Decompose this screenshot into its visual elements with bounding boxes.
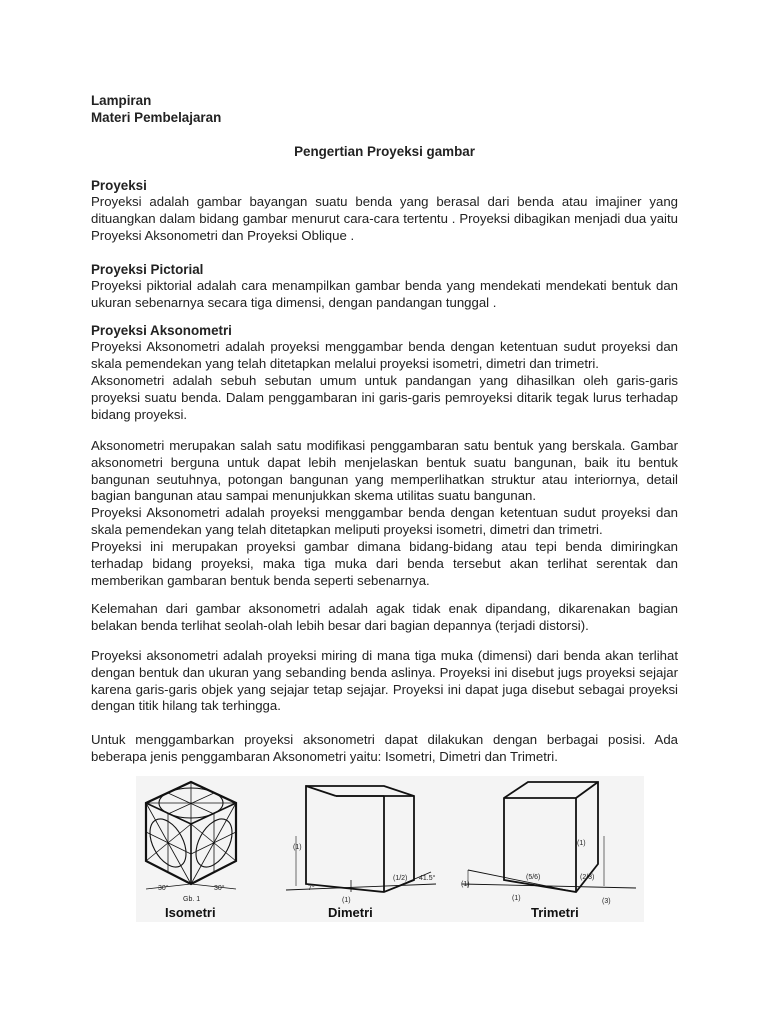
dim-angle-right: 41.5° [419,875,436,882]
paragraph-pictorial: Proyeksi piktorial adalah cara menampilkan gambar benda yang mendekati mendekati bentuk dan ukuran sebenarnya secara tiga dimensi, dengan pandangan tunggal . [91,278,678,310]
tri-label-1: (1) [577,840,586,847]
paragraph-aksonometri-4: Proyeksi Aksonometri adalah proyeksi menggambar benda dengan ketentuan sudut proyeksi dan skala pemendekan yang telah ditetapkan meliputi proyeksi isometri, dimetri dan trimetri. [91,505,678,537]
paragraph-proyeksi: Proyeksi adalah gambar bayangan suatu benda yang berasal dari benda atau imajiner yang dituangkan dalam bidang gambar menurut cara-cara tertentu . Proyeksi dibagikan menjadi dua yaitu Proyeksi Aksonometri dan Proyeksi Oblique . [91,194,678,243]
projection-figure [136,776,644,922]
page-title: Pengertian Proyeksi gambar [294,144,475,159]
paragraph-aksonometri-1: Proyeksi Aksonometri adalah proyeksi menggambar benda dengan ketentuan sudut proyeksi dan skala pemendekan yang telah ditetapkan melalui proyeksi isometri, dimetri dan trimetri. [91,339,678,371]
tri-left-frac: (5/6) [526,874,541,881]
section-heading-proyeksi: Proyeksi [91,178,147,193]
caption-isometri: Isometri [165,905,216,920]
paragraph-aksonometri-8: Untuk menggambarkan proyeksi aksonometri dapat dilakukan dengan berbagai posisi. Ada beberapa jenis penggambaran Aksonometri yaitu: Isometri, Dimetri dan Trimetri. [91,732,678,764]
tri-right-frac: (2/3) [580,874,595,881]
section-heading-pictorial: Proyeksi Pictorial [91,262,204,277]
header-line-1: Lampiran [91,93,152,108]
paragraph-aksonometri-7: Proyeksi aksonometri adalah proyeksi miring di mana tiga muka (dimensi) dari benda akan terlihat dengan bentuk dan ukuran yang sebanding benda aslinya. Proyeksi ini disebut jugs proyeksi sejajar karena garis-garis objek yang sejajar tetap sejajar. Proyeksi ini dapat juga disebut sebagai proyeksi dengan titik hilang tak terhingga. [91,648,678,714]
paragraph-aksonometri-2: Aksonometri adalah sebuh sebutan umum untuk pandangan yang dihasilkan oleh garis-garis proyeksi suatu benda. Dalam penggambaran ini garis-garis pemroyeksi ditarik tegak lurus terhadap bidang proyeksi. [91,373,678,422]
tri-bottom-1: (1) [512,895,521,902]
tri-bottom-2: (3) [602,898,611,905]
iso-angle-left: 30° [158,885,169,892]
section-heading-aksonometri: Proyeksi Aksonometri [91,323,232,338]
paragraph-aksonometri-6: Kelemahan dari gambar aksonometri adalah agak tidak enak dipandang, dikarenakan bagian belakan benda terlihat seolah-olah lebih besar dari bagian depannya (terjadi distorsi). [91,601,678,633]
iso-caption-small: Gb. 1 [183,896,201,903]
dim-bottom-label: (1) [342,897,351,904]
dim-label-1: (1) [293,844,302,851]
tri-left-mark: (1) [461,881,470,888]
dim-label-half: (1/2) [393,875,408,882]
caption-dimetri: Dimetri [328,905,373,920]
dim-angle-left: 7° [308,885,315,892]
paragraph-aksonometri-3: Aksonometri merupakan salah satu modifikasi penggambaran satu bentuk yang berskala. Gambar aksonometri berguna untuk dapat lebih menjelaskan bentuk suatu bangunan, baik itu bentuk bangunan seutuhnya, potongan bangunan yang memperlihatkan struktur atau interiornya, detail bagian bangunan atau sampai menunjukkan skema utilitas suatu bangunan. [91,438,678,504]
iso-angle-right: 30° [214,885,225,892]
header-line-2: Materi Pembelajaran [91,110,222,125]
caption-trimetri: Trimetri [531,905,579,920]
paragraph-aksonometri-5: Proyeksi ini merupakan proyeksi gambar dimana bidang-bidang atau tepi benda dimiringkan terhadap bidang proyeksi, maka tiga muka dari benda tersebut akan terlihat serentak dan memberikan gambaran bentuk benda seperti sebenarnya. [91,539,678,588]
